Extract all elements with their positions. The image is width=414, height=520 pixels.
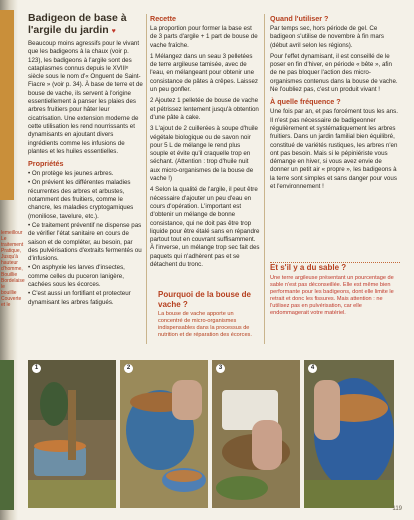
box-text: La bouse de vache apporte un concentré de micro-organismes indispensables dans la processus de nutrition et de réparation des écorces. xyxy=(158,311,252,338)
article-title: Badigeon de base à l'argile du jardin ♥ xyxy=(28,12,127,36)
box-title: Et s'il y a du sable ? xyxy=(270,263,347,272)
photo-illustration xyxy=(120,360,208,508)
sliver-body: Le traitement Pratique, Jusqu'à hauteur d'homme, Bouillie Bordelaise le bouillie Couverte et le xyxy=(1,236,25,308)
step-number-badge: 2 xyxy=(124,364,133,373)
recipe-intro: La proportion pour former la base est de 3 parts d'argile + 1 part de bouse de vache fraîche. xyxy=(150,25,258,49)
box-text: Une terre argileuse présentant un pourcentage de sable n'est pas déconseillée. Elle est même bien performante pour les badigeons, dont elle limite le retrait et donc les fissures. Mais attention : ne l'utilisez pas en pulvérisation, car elle endommagerait votre matériel. xyxy=(270,274,394,316)
recipe-heading: Recette xyxy=(150,14,176,23)
adjacent-page-photo xyxy=(0,10,14,200)
step-photo-3 xyxy=(212,360,300,508)
box-title: Pourquoi de la bouse de vache ? xyxy=(158,290,251,309)
properties-list xyxy=(28,170,144,307)
intro-paragraph: Beaucoup moins agressifs pour le vivant que les badigeons à la chaux (voir p. 123), les badigeons à l'argile sont des cataplasmes connus depuis le XVIIIᵉ siècle sous le nom d'« Onguent de Saint-Fiacre » (voir p. 34). À base de terre et de bouse de vache, ils servent à l'origine essentiellement à panser les plaies des arbres fruitiers pour hâter leur cicatrisation. Une extension moderne de cette utilisation les rend nourrissants et dynamisants en ajoutant divers ingrédients comme les infusions de plantes et les huiles essentielles. xyxy=(28,40,143,155)
adjacent-page-photo-2 xyxy=(0,360,14,510)
adjacent-page-text xyxy=(1,230,25,340)
column-divider xyxy=(146,14,147,344)
step-photo-4 xyxy=(304,360,394,508)
properties-heading: Propriétés xyxy=(28,159,64,169)
recipe-step: 3 L'ajout de 2 cuillerées à soupe d'huile végétale biologique ou de savon noir pour 5 L de mélange le rend plus souple et évite qu'il craquelle trop en séchant. (Attention : trop d'huile nuit aux micro-organismes de la bouse de vache !) xyxy=(150,125,258,183)
step-photo-1 xyxy=(28,360,116,508)
list-item: • On prévient les différentes maladies récurrentes des arbres et arbustes, notamment des fruitiers, comme le chancre, les maladies cryptogamiques (moniliose, tavelure, etc.). xyxy=(28,179,134,220)
sidebar-box-manure xyxy=(158,290,256,344)
step-number-badge: 3 xyxy=(216,364,225,373)
heart-icon: ♥ xyxy=(111,28,116,35)
photo-illustration xyxy=(212,360,300,508)
photo-illustration xyxy=(28,360,116,508)
recipe-step: 1 Mélangez dans un seau 3 pelletées de terre argileuse tamisée, avec de l'eau, en mélangeant pour obtenir une consistance de pâtes à crêpes. Laissez un peu gonfler. xyxy=(150,52,259,94)
column-right xyxy=(270,14,400,194)
when-paragraph: Par temps sec, hors période de gel. Ce badigeon s'utilise de novembre à fin mars (début avril selon les régions). xyxy=(270,25,384,49)
sliver-heading: lemeillour xyxy=(1,230,23,236)
recipe-step: 4 Selon la qualité de l'argile, il peut être nécessaire d'ajouter un peu d'eau en cours d'opération. L'important est d'obtenir un mélange de bonne consistance, qui ne doit pas être trop liquide pour être étalé sans en répandre partout tout en couvrant suffisamment. À l'inverse, un mélange trop sec fait des paquets qui n'adhèrent pas et se détachent du tronc. xyxy=(150,186,260,269)
list-item: • On protège les jeunes arbres. xyxy=(28,170,114,178)
step-number-badge: 1 xyxy=(32,364,41,373)
column-left xyxy=(28,12,144,308)
step-photo-2 xyxy=(120,360,208,508)
sidebar-box-sand xyxy=(270,262,400,316)
column-middle xyxy=(150,14,260,272)
list-item: • C'est aussi un fortifiant et protecteur dynamisant les arbres fatigués. xyxy=(28,290,131,306)
when-paragraph: Pour l'effet dynamisant, il est conseillé de le poser en fin d'hiver, en période « bête », afin de ne pas bloquer l'action des micro-organismes contenus dans la bouse de vache. Ne l'oubliez pas, c'est un produit vivant ! xyxy=(270,52,398,94)
photo-illustration xyxy=(304,360,394,508)
list-item: • Ce traitement préventif ne dispense pas de vérifier l'état sanitaire en cours de saison et de compléter, au besoin, par des pulvérisations d'extraits fermentés ou d'infusions. xyxy=(28,221,142,263)
page-number: 119 xyxy=(392,506,402,512)
list-item: • On asphyxie les larves d'insectes, comme celles du puceron lanigère, cachées sous les écorces. xyxy=(28,264,125,289)
frequency-heading: À quelle fréquence ? xyxy=(270,97,341,107)
column-divider xyxy=(264,14,265,344)
recipe-step: 2 Ajoutez 1 pelletée de bouse de vache et pétrissez lentement jusqu'à obtention d'une pâte à cake. xyxy=(150,97,259,121)
step-number-badge: 4 xyxy=(308,364,317,373)
when-heading: Quand l'utiliser ? xyxy=(270,14,329,23)
photo-strip xyxy=(28,360,394,510)
frequency-paragraph: Une fois par an, et pas forcément tous les ans. Il n'est pas nécessaire de badigeonner régulièrement et systématiquement les arbres fruitiers. Dans un jardin familial bien équilibré, constitué de variétés rustiques, les arbres n'en ont pas besoin. Mais si le pépiniériste vous démange en hiver, si vous avez envie de donner un petit air « propre », les badigeons à la terre sont simples et sans danger pour vous et l'environnement ! xyxy=(270,108,398,191)
